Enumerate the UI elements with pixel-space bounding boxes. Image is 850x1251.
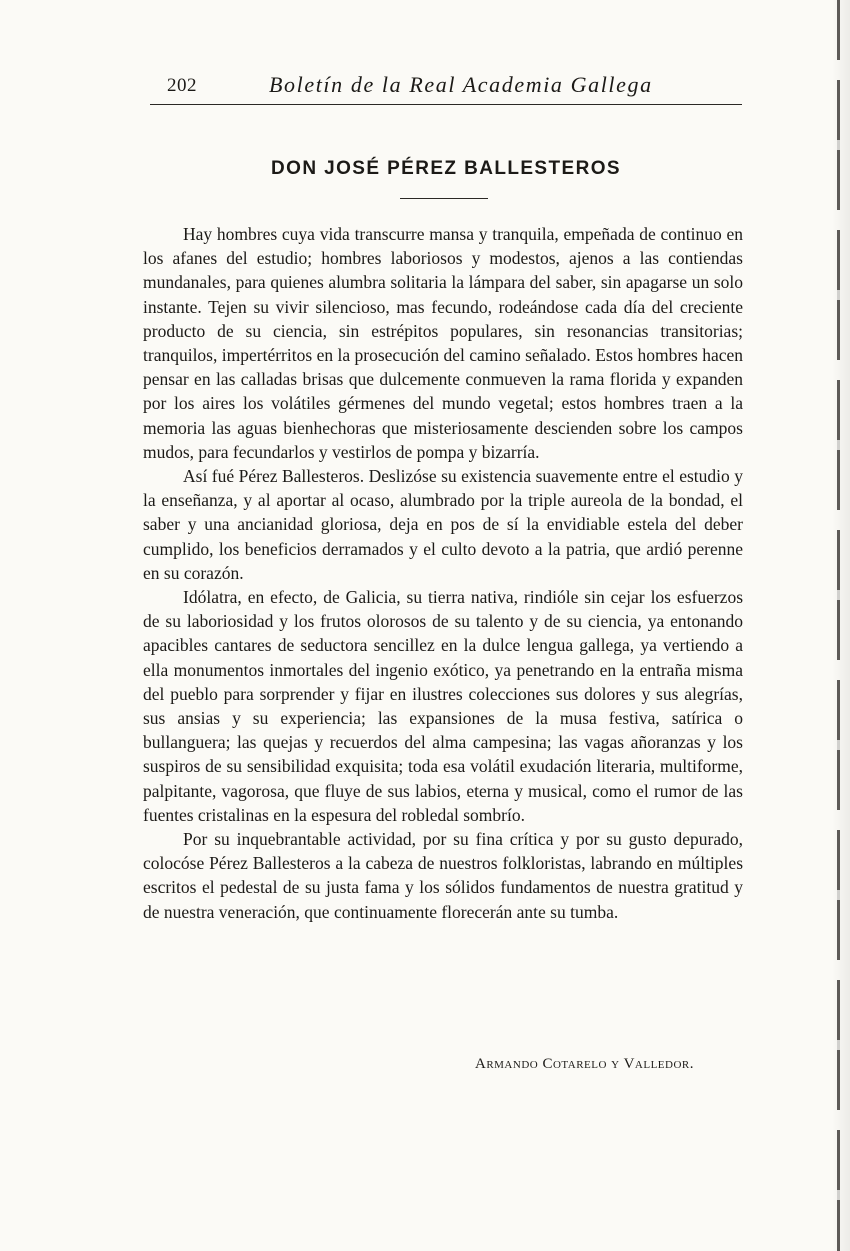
binding-edge [837, 0, 840, 1251]
running-head [165, 74, 740, 100]
author-signature: Armando Cotarelo y Valledor. [474, 1056, 694, 1072]
paragraph-2: Así fué Pérez Ballesteros. Deslizóse su existencia suavemente entre el estudio y la enseñanza, y al aportar al ocaso, alumbrado por la triple aureola de la bondad, el saber y una ancianidad gloriosa, deja en pos de sí la envidiable estela del deber cumplido, los beneficios derramados y el culto devoto a la patria, que ardió perenne en su corazón. [143, 466, 743, 583]
journal-title: Boletín de la Real Academia Gallega [269, 72, 653, 97]
title-rule [400, 198, 488, 199]
paragraph-1: Hay hombres cuya vida transcurre mansa y tranquila, empeñada de continuo en los afanes del estudio; hombres laboriosos y modestos, ajenos a las contiendas mundanales, para quienes alumbra solitaria la lámpara del saber, sin apagarse un solo instante. Tejen su vivir silencioso, mas fecundo, rodeándose cada día del creciente producto de su ciencia, sin estrépitos populares, sin resonancias transitorias; tranquilos, impertérritos en la prosecución del camino señalado. Estos hombres hacen pensar en las calladas brisas que dulcemente conmueven la rama florida y expanden por los aires los volátiles gérmenes del mundo vegetal; estos hombres traen a la memoria las aguas bienhechoras que misteriosamente descienden sobre los campos mudos, para fecundarlos y vestirlos de pompa y bizarría. [143, 224, 743, 462]
paragraph-4: Por su inquebrantable actividad, por su fina crítica y por su gusto depurado, colocóse Pérez Ballesteros a la cabeza de nuestros folkloristas, labrando en múltiples escritos el pedestal de su justa fama y los sólidos fundamentos de nuestra gratitud y de nuestra veneración, que continuamente florecerán ante su tumba. [143, 829, 743, 922]
page-number: 202 [167, 75, 197, 96]
header-rule [150, 104, 742, 105]
paragraph-3: Idólatra, en efecto, de Galicia, su tierra nativa, rindióle sin cejar los esfuerzos de su laboriosidad y los frutos olorosos de su talento y de su ciencia, ya entonando apacibles cantares de seductora sencillez en la dulce lengua gallega, ya vertiendo a ella monumentos inmortales del ingenio exótico, ya penetrando en la entraña misma del pueblo para sorprender y fijar en ilustres colecciones sus dolores y sus alegrías, sus ansias y su experiencia; las expansiones de la musa festiva, satírica o bullanguera; las quejas y recuerdos del alma campesina; las vagas añoranzas y los suspiros de su sensibilidad exquisita; toda esa volátil exudación literaria, multiforme, palpitante, vagorosa, que fluye de sus labios, eterna y musical, como el rumor de las fuentes cristalinas en la espesura del robledal sombrío. [143, 587, 743, 825]
article-title: DON JOSÉ PÉREZ BALLESTEROS [271, 158, 621, 179]
article-body [143, 222, 743, 924]
page-edge-shadow [832, 0, 850, 1251]
